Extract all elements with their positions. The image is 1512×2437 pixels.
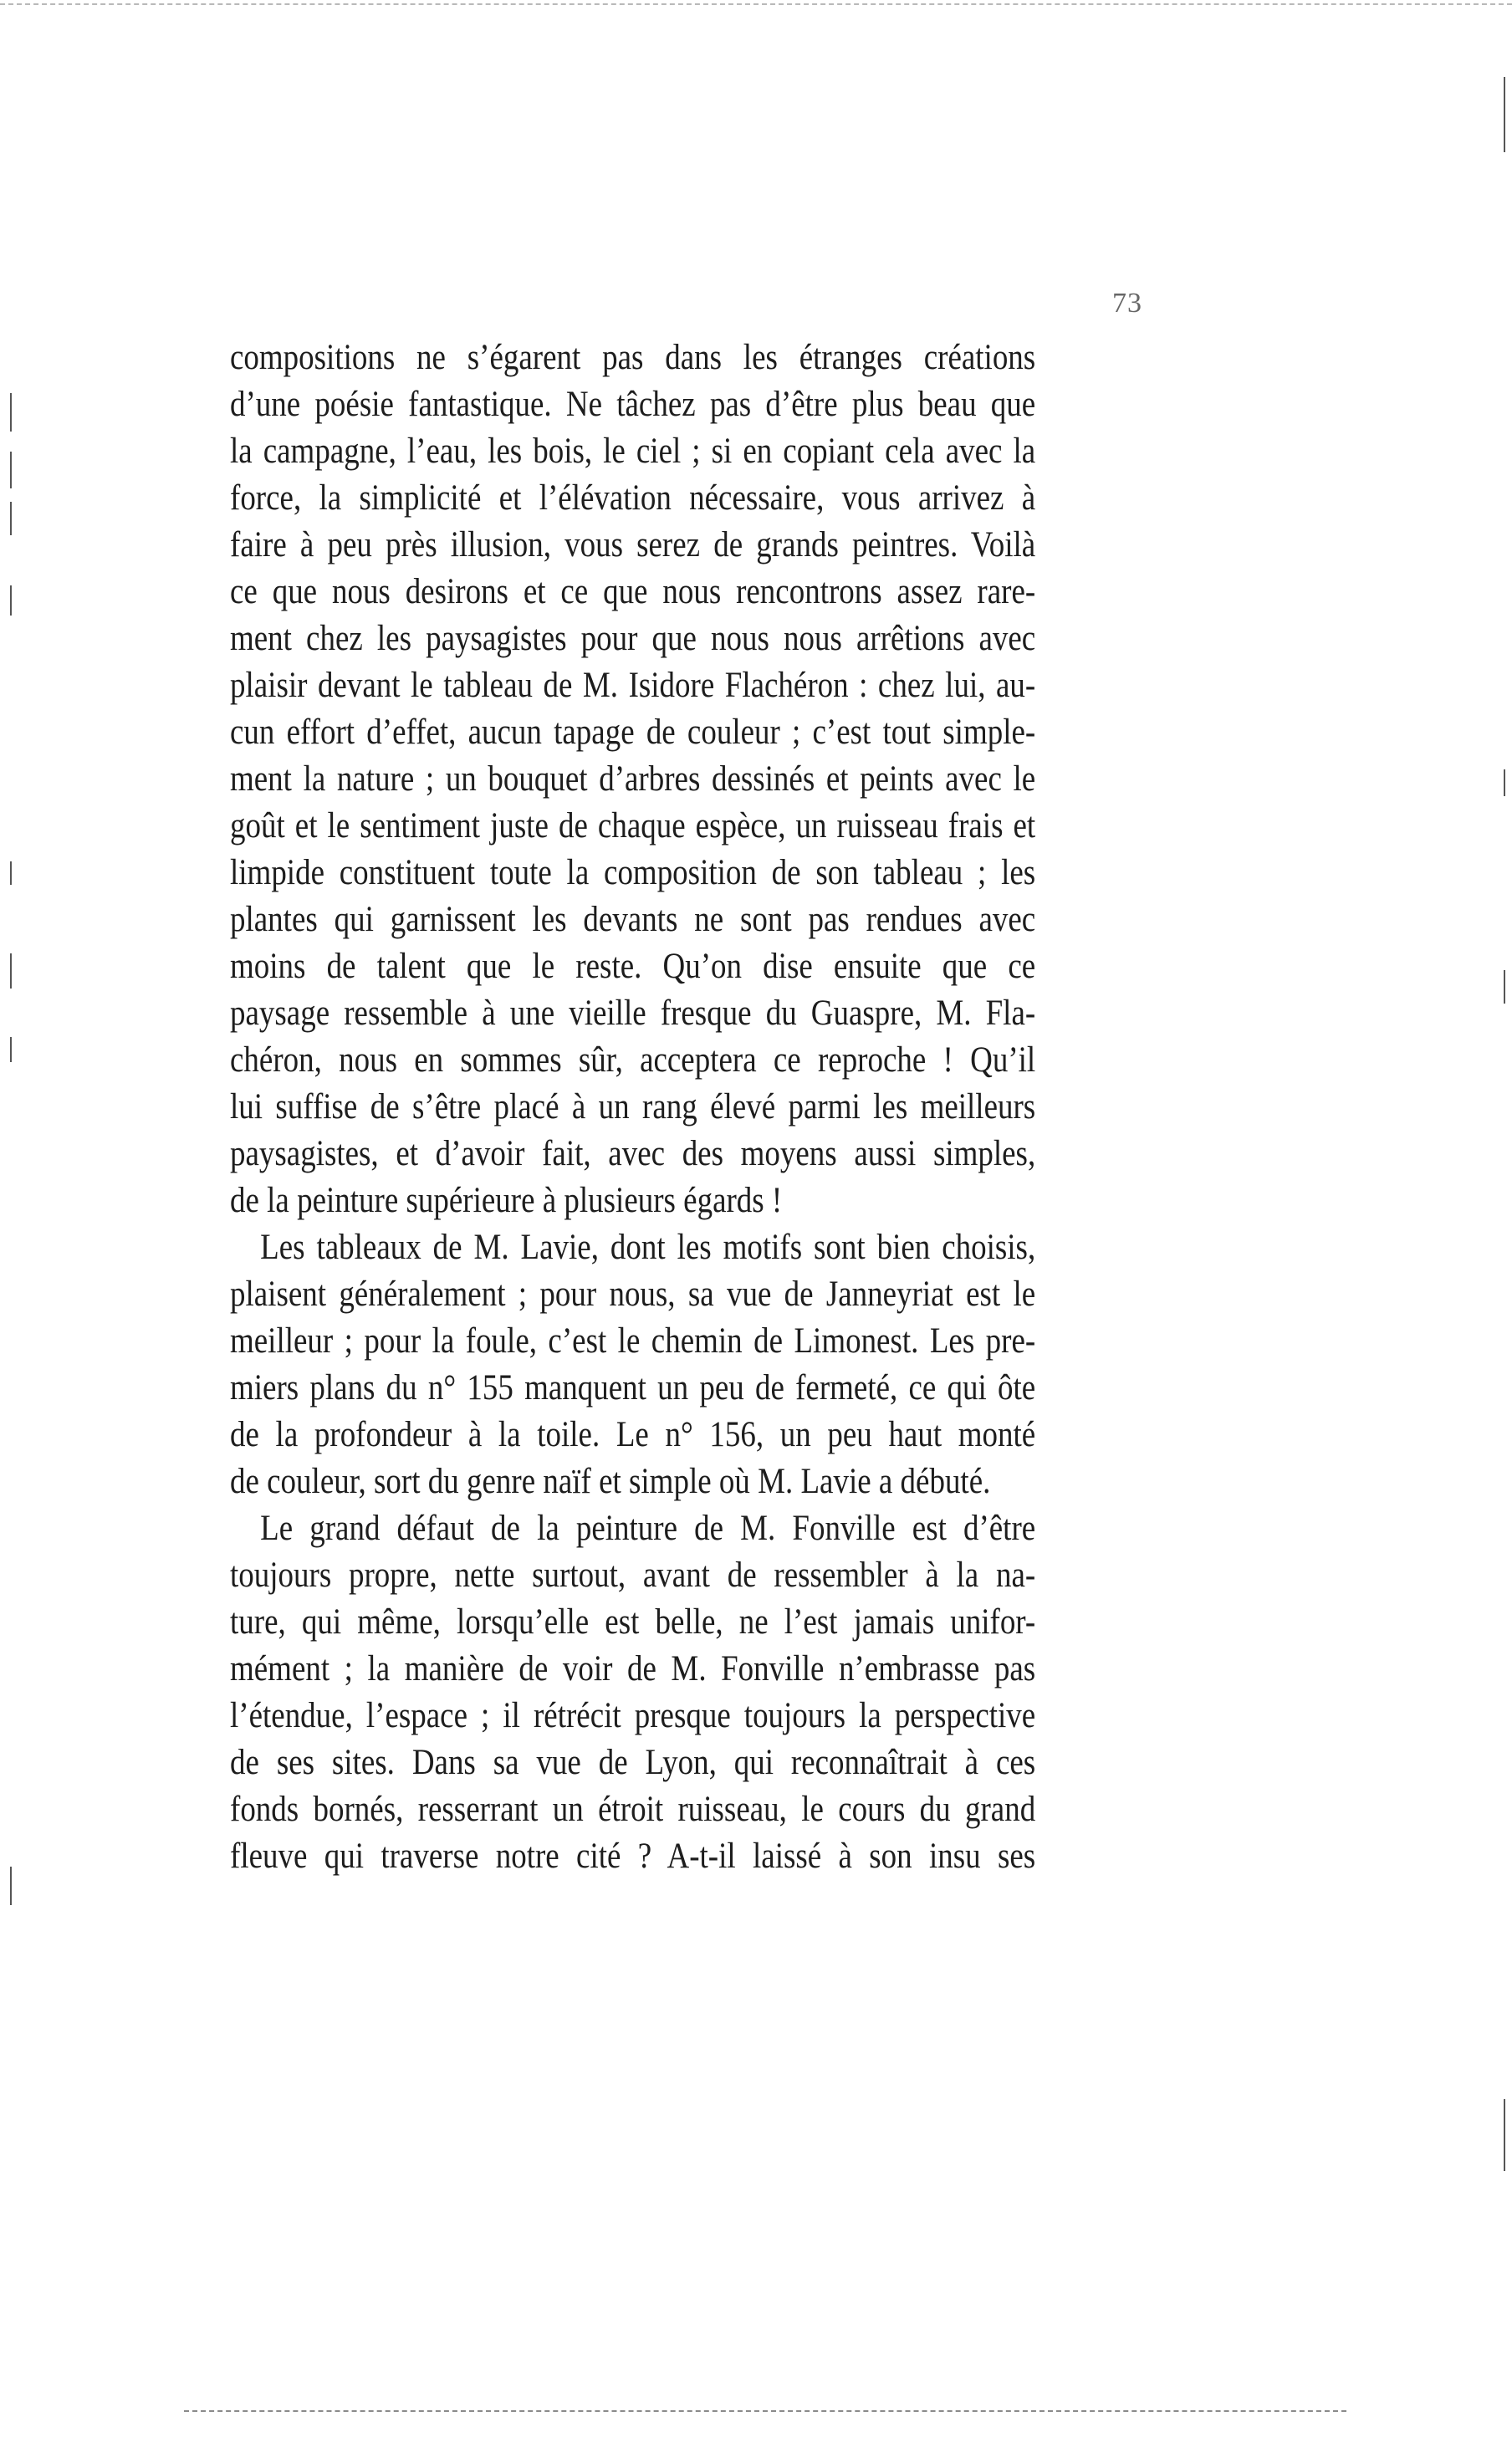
text-line: d’une poésie fantastique. Ne tâchez pas d’être plus beau que [230,385,1036,424]
text-line: mément ; la manière de voir de M. Fonville n’embrasse pas [230,1649,1036,1689]
left-margin-scan-mark [10,393,12,432]
left-margin-scan-mark [10,502,12,535]
text-line: lui suffise de s’être placé à un rang élevé parmi les meilleurs [230,1087,1036,1127]
text-line: Le grand défaut de la peinture de M. Fonville est d’être [260,1509,1036,1548]
left-margin-scan-mark [10,585,12,616]
text-line: plaisir devant le tableau de M. Isidore Flachéron : chez lui, au- [230,666,1036,705]
left-margin-scan-mark [10,953,12,989]
text-line: chéron, nous en sommes sûr, acceptera ce reproche ! Qu’il [230,1040,1036,1080]
text-line: ce que nous desirons et ce que nous rencontrons assez rare- [230,572,1036,611]
left-margin-scan-mark [10,1037,12,1062]
page-number: 73 [1112,288,1142,319]
text-line: ment la nature ; un bouquet d’arbres dessinés et peints avec le [230,759,1036,799]
left-margin-scan-mark [10,1867,12,1905]
text-line: cun effort d’effet, aucun tapage de couleur ; c’est tout simple- [230,713,1036,752]
text-line: l’étendue, l’espace ; il rétrécit presque toujours la perspective [230,1696,1036,1735]
right-margin-scan-mark [1504,2099,1505,2171]
right-margin-scan-mark [1504,769,1505,796]
text-line: la campagne, l’eau, les bois, le ciel ; si en copiant cela avec la [230,432,1036,471]
text-line: fonds bornés, resserrant un étroit ruisseau, le cours du grand [230,1790,1036,1829]
text-line: paysage ressemble à une vieille fresque du Guaspre, M. Fla- [230,994,1036,1033]
text-line: fleuve qui traverse notre cité ? A-t-il laissé à son insu ses [230,1837,1036,1876]
top-scan-border [0,3,1512,5]
left-margin-scan-mark [10,452,12,488]
text-line: plantes qui garnissent les devants ne sont pas rendues avec [230,900,1036,939]
left-margin-scan-mark [10,861,12,885]
text-line: faire à peu près illusion, vous serez de grands peintres. Voilà [230,525,1036,565]
text-line: compositions ne s’égarent pas dans les étranges créations [230,338,1036,377]
text-line: limpide constituent toute la composition de son tableau ; les [230,853,1036,892]
text-line: de ses sites. Dans sa vue de Lyon, qui reconnaîtrait à ces [230,1743,1036,1782]
text-line: de couleur, sort du genre naïf et simple où M. Lavie a débuté. [230,1462,991,1501]
text-line: moins de talent que le reste. Qu’on dise ensuite que ce [230,947,1036,986]
bottom-scan-border [184,2410,1346,2412]
text-line: ture, qui même, lorsqu’elle est belle, ne l’est jamais unifor- [230,1602,1036,1642]
text-line: plaisent généralement ; pour nous, sa vue de Janneyriat est le [230,1275,1036,1314]
right-margin-scan-mark [1504,970,1505,1004]
text-line: Les tableaux de M. Lavie, dont les motifs sont bien choisis, [260,1228,1036,1267]
text-line: ment chez les paysagistes pour que nous nous arrêtions avec [230,619,1036,658]
text-line: paysagistes, et d’avoir fait, avec des moyens aussi simples, [230,1134,1036,1173]
text-line: meilleur ; pour la foule, c’est le chemin de Limonest. Les pre- [230,1321,1036,1361]
text-line: miers plans du n° 155 manquent un peu de fermeté, ce qui ôte [230,1368,1036,1408]
text-line: de la profondeur à la toile. Le n° 156, un peu haut monté [230,1415,1036,1454]
text-line: toujours propre, nette surtout, avant de ressembler à la na- [230,1556,1036,1595]
text-line: force, la simplicité et l’élévation nécessaire, vous arrivez à [230,478,1036,518]
text-line: de la peinture supérieure à plusieurs égards ! [230,1181,783,1220]
text-line: goût et le sentiment juste de chaque espèce, un ruisseau frais et [230,806,1036,846]
right-margin-scan-mark [1504,77,1505,152]
